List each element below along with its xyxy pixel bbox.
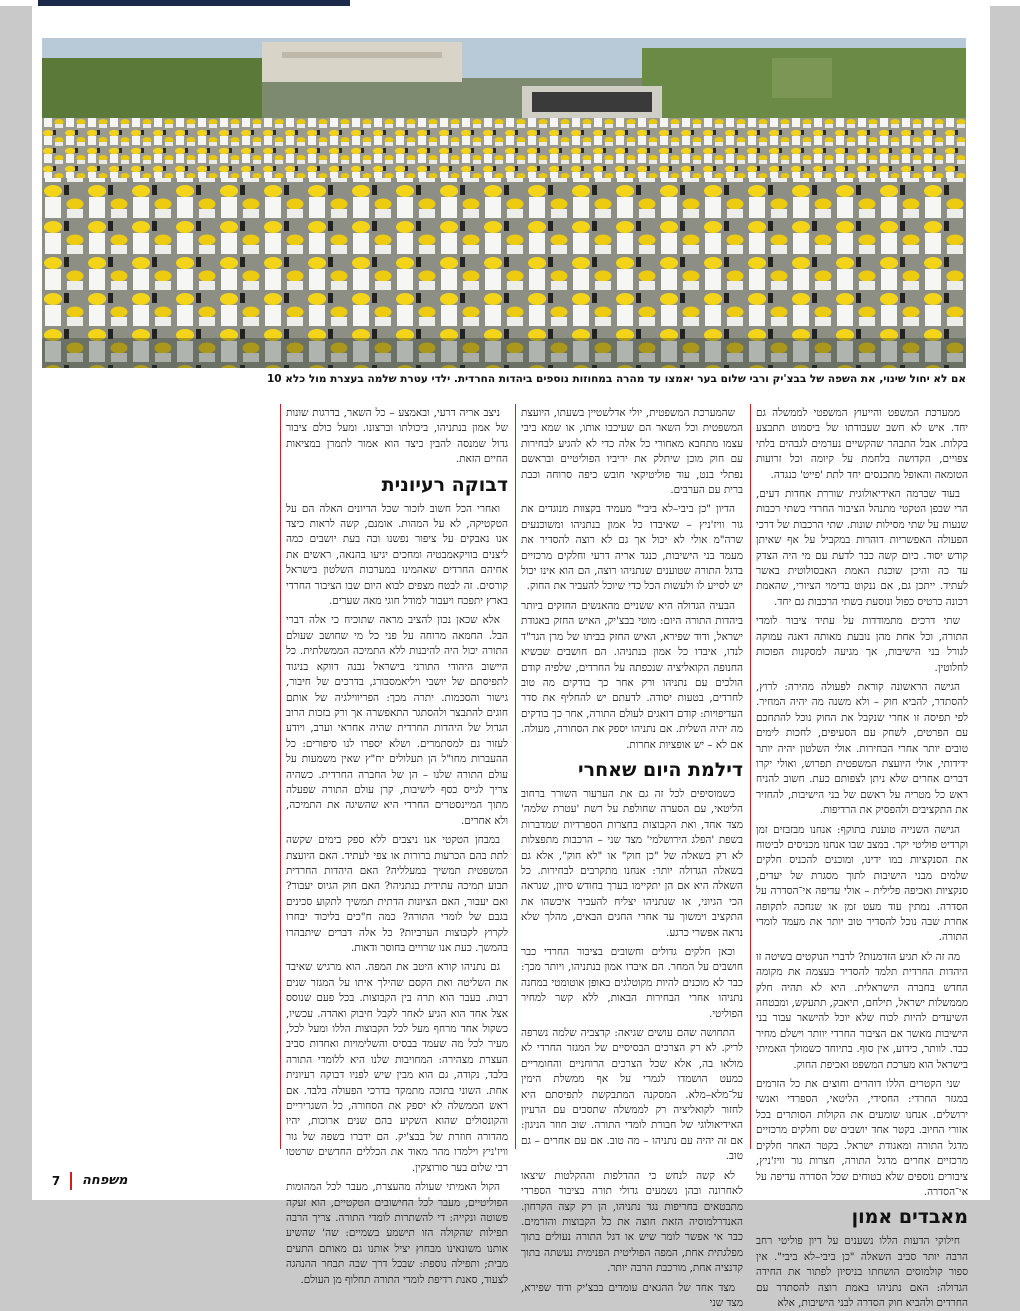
column-rule (750, 404, 751, 1149)
article-paragraph: ממערכת המשפט והייעוץ המשפטי לממשלה גם יחד. איש לא חשב שעבודתו של ביסמוט תתבצע בקלות. אבל התבהר שהקשיים נערמים לגבהים בלתי צפויים, הקדושה בלחמת על קיומה וכל זרועות הטומאה והאופל מתכנסים יחד לתת 'פייט' כנגדה. (756, 407, 968, 481)
column-rule (280, 404, 281, 1149)
article-paragraph: בעוד שברמה האידיאולוגית שוררת אחדות דעים, הרי שבפן הטקטי מתנהל הציבור החרדי בשתי רכבות שנעות על שתי מסילות שונות. שתי הרכבות של דרכי הפעולה האפשריות דוהרות במקביל על אף שאיתן קודש יסוד. כיום קשה כבר לדעת עם מי היה הצדק עד כה והיכן שוכנת האמת האבסולוטית באשר לעתיד. ייתכן גם, אם ננקוט בדימוי הציורי, שהאמת רכונה כרטיס כפול ונוסעת בשתי הרכבות גם יחד. (756, 488, 968, 608)
article-paragraph: שני הקטרים הללו דוהרים וחוצים את כל הזרמים במגזר החרדי: החסידי, הליטאי, הספרדי ואנשי ירושלים. אנחנו שומעים את הקולות הסותרים בכל אזורי החיוב. בקטר אחד יושבים שס וחלקים מרכזיים מדגל התורה ומאגודת ישראל. בקטר האחר חלקים מרכזיים אחרים מדגל התורה, חצרות גור וויז'ניץ, ציבורים נוספים שלא בטוחים שכל הסדרה עדיפה על אי־הסדרה. (756, 1078, 968, 1198)
article-paragraph: שתי דרכים מתמודדות על עתיד ציבור לומדי התורה, וכל אחת מהן נובעת מאותה דאגה עמוקה לגורל בני הישיבות, אך מגיעה למסקנות הפוכות לחלוטין. (756, 615, 968, 674)
article-column-2 (521, 406, 743, 1309)
article-paragraph: לא קשה לנחש כי ההדלפות וההקלטות שיצאו לאחרונה ובהן נשמעים גדולי תורה בציבור הספרדי מתבטאים בחריפות נגד נתניהו, הן רק קצה הקרחון. האנדרלמוסיה הזאת חוצה את כל הקבוצות והזרמים. כבר אי אפשר לומר שיש או דגל התורה נעולים בתוך מפלגתית אחת, המפה הפוליטית הפנימית נעשתה בתוך קדנציה אחת, מורכבת הרבה יותר. (521, 1169, 743, 1275)
article-paragraph: כשמוסיפים לכל זה גם את הערעור השורר ברחוב הליטאי, עם הסערה שחולפת על רשת 'עטרת שלמה' מצד אחד, ואת הקבוצות בחצרות הספרדיות שמדברות בשפת 'הפלג הירושלמי' מצד שני – הרכבות מתפצלות לא רק בשאלה של "כן חוק" או "לא חוק", אלא גם בשאלה הגדולה יותר: אנחנו מתקרבים לבחירות. כל השאלה היא אם הן יתקיימו בערך בחודש סיוון, שנראה הכי הגיוני, או שנתניהו יצליח להעביר איכשהו את התקציב וימשוך עד אחרי החגים הבאים, מהלך שלא נראה אפשרי כרגע. (521, 787, 743, 939)
article-paragraph: התחושה שהם עושים שגיאה: קדצביה שלמה נשרפה לריק. לא רק הצרכים הבסיסיים של המגזר החרדי לא מולאו בה, אלא שכל הצרכים הרוחניים והחומריים כמעט הושמדו לגמרי על אף ממשלת הימין על־מלא–מלא. המסקנה המתבקשת לתפיסתם היא לחזור לקואליציה רק לממשלה שתסכים עם הרעיון האידיאולוגי של חבורת לומדי התורה. שוב חוזר הניגון: אם זה יהיה עם נתניהו – מה טוב. אם עם אחרים – גם טוב. (521, 1027, 743, 1163)
section-heading: דילמת היום שאחרי (578, 758, 743, 781)
article-column-1 (756, 406, 968, 1309)
article-paragraph: הגישה השנייה טוענת בתוקף: אנחנו מבזבזים זמן וקרדיט פוליטי יקר. במצב שבו אנחנו מכניסים לביטוח את הסנקציות במו ידינו, ומוכנים להכניס חלקים שלמים מבני הישיבות לתוך מסגרת של יעדים, סנקציות ואכיפה פלילית – אולי עדיפה אי־הסדרה על הסדרה. נמתין עוד מעט זמן או שנחכה לתקופה אחרת שבה נוכל להסדיר טוב יותר את מעמד לומדי התורה. (756, 823, 968, 944)
rally-photo-illustration (42, 38, 966, 368)
section-heading: מאבדים אמון (851, 1206, 968, 1229)
article-paragraph: ניצב אריה דרעי, ובאמצע – כל השאר, בדרגות שונות של אמון בנתניהו, ביכולתו וברצונו. ומעל כולם ציבור גדול שמנסה להבין כיצד הוא אמור לתמרן במציאות החיים הזאת. (286, 407, 508, 466)
article-column-4 (42, 406, 274, 1146)
column-rule (515, 404, 516, 1149)
article-paragraph: וכאן חלקים גדולים וחשובים בציבור החרדי כבר חושבים על המחר. הם איבדו אמון בנתניהו, ויותר מכך: כבר לא מוכנים להיות מקוטלגים באופן אוטומטי במחנה נתניהו אחרי הבחירות הבאות, ללא קשר למחיר הפוליטי. (521, 946, 743, 1020)
article-column-3 (286, 406, 508, 1286)
photo-caption: אם לא יחול שינוי, את השפה של בבצ'יק ורבי שלום בער יאמצו עד מהרה במחוזות נוספים ביהדות החרדית. ילדי עטרת שלמה בעצרת מול כלא 10 (266, 373, 966, 385)
article-paragraph: ואחרי הכל חשוב לזכור שכל הדיונים האלה הם על הטקטיקה, לא על המהות. אומנם, קשה לראות כיצד אנו נאבקים על ציפור נפשנו ובה בעת יושבים כמה ליצנים בוויקאמבטיה ומחכים יגיעו בהנאה, ראשים את אחיהם החרדים שאהמינו במערכות השלטון בישראל קורסים. זה לבטח מצפים לבוא היום שבו הציבור החרדי בארץ יתפכח ויעבור למודל חוגי מאה שערים. (286, 502, 508, 608)
article-paragraph: הקול האמיתי שעולה מהעצרת, מעבר לכל המהומות הפוליטיים, מעבר לכל החישובים הטקטיים, הוא זעקה פשוטה ונקייה: די להשתרות לומדי התורה. צריך הרבה תפילות שהקולה הזו תישמע בשמיים: שה' שהשיע אותנו משונאינו מבחוץ יציל אותנו גם מאותם התעים מבית; ותפילה נוספת: שבכל דרך שבה תבחר ההנהגה לצעוד, סאנת רדיפת לומדי התורה תחלוף מן העולם. (286, 1181, 508, 1286)
article-paragraph: הגישה הראשונה קוראת לפעולה מהירה: לרוץ, להסתדר, להביא חוק – ולא משנה מה יהיה המחיר. לפי תפיסה זו אחרי שנקבל את החוק נוכל להתחכם עם הפרטים, לשחק עם הסעיפים, לחכות לימים טובים יותר אחרי הבחירות. אולי השלטון יהיה יותר ידידותי, אולי היועצת המשפטית תפרוש, ואולי יקרו דברים אחרים שלא ניתן לצפותם כעת. חשוב להניח ראש כל מטריה על ראשם של בני הישיבות, להחזיר את התקציבים ולהפסיק את הרדיפות. (756, 680, 968, 817)
article-paragraph: מצד אחד של ההגאים עומדים בבצ'יק ודוד שפירא, מצד שני (521, 1281, 743, 1309)
magazine-page (32, 6, 990, 1309)
article-paragraph: הבעיה הגדולה היא ששניים מהאנשים החזקים ביותר ביהדות התורה היום: מוטי בבצ'יק, האיש החזק באגודת ישראל, ודוד שפירא, האיש החזק בביתו של מרן הגר"ד לנדו, איבדו כל אמון בנתניהו. הם חושבים שבשיא החנופה הקואליציה שנכפתה על החרדים, שלפיה קודם הולכים עם נתניהו ורק אחר כך בודקים מה טוב לחרדים, בטעות יסודה. לדעתם יש להחליף את סדר העדיפויות: קודם דואגים לעולם התורה, אחר כך בודקים מה יהיה השלית. אם נתניהו יספק את הסחורה, מעולה. אם לא – יש אופציות אחרות. (521, 599, 743, 751)
section-heading: דבוקה רעיונית (381, 473, 508, 496)
magazine-brand: משפחה (82, 1173, 128, 1188)
article-paragraph: מה זה לא תגיע הזדמנות? לדברי הנוקטים בשיטה זו היהדות החרדית תלמד להסדיר בעצמה את מקומה החדש בחברה הישראלית. היא לא תהיה חלק מממשלות ישראל, תילחם, תיאבק, תתעקש, ומבטחה השיעדים להיות לכוח שלא יוכל להישאר עבור בני הישיבות מאשר אם הציבור החרדי יוותר וישלם מחיר כבד. לוותר, כידוע, אין סוף. בתיוחד כשמולך האמיתי בישראל הוא מערכת המשפט ואכיפת החוק. (756, 950, 968, 1071)
photo-credit: צילום: דניאל נפשי (282, 393, 336, 401)
article-paragraph: גם נתניהו קורא היטב את המפה. הוא מרגיש שאיבד את השליטה ואת הקסם שהילך איתו על המגזר שנים רבות. בעבר הוא תרה בין הקבוצות. בכל פעם שנוסס אצל אחד הוא הגיע לאחר לקבל חיבוק ואהדה. עכשיו, כשקול אחד מרחף מעל לכל הקבוצות הללו ומעל לכל, מעיר לכל מה שעמד בבסיס והשלימויות ואחדות סביב העצרת מצהירה: המחויבות שלנו היא ללומדי התורה בלבד, נקודה, גם הוא מבין שיש לפניו דבוקה רעיונית אחת. השוני בתוכה מתמקד בדרכי הפעולה בלבד. אם ראש הממשלה לא יספק את הסחורה, כל השגריריים והקונסולים שהוא השקיע בהם שנים ארוכות, יהיו מהדורה חוזרת של בבצ'יק. הם ידברו בשפה של גור וויז'ניץ וילמדו מהר מאוד את הכללים החדשים שרטטו רבי שלום בער סורוצקין. (286, 961, 508, 1174)
article-paragraph: שהמערכת המשפטית, יולי אדלשטיין בשעתו, היועצת המשפטית וכל השאר הם שעיכבו אותו, או שמא ביבי עצמו מתחבא מאחורי כל אלה כדי לא להגיע לבחירות עם חוק מוכן שיתלק את יריביו הפוליטיים ובראשם נפתלי בנט, עוד פוליטיקאי חובש כיפה סרוחה וכבת ברית עם הערבים. (521, 407, 743, 497)
article-paragraph: חילוקי הדעות הללו נשענים על דיון פוליטי רחב הרבה יותר סביב השאלה "כן ביבי–לא ביבי". אין ספור קולמוסים הושחתו בניסיון לפתור את החידה הגדולה: האם נתניהו באמת רוצה להסתדר עם החרדים ולהביא חוק הסדרה לבני הישיבות, אלא (756, 1235, 968, 1309)
page-number: 7 (42, 1172, 72, 1190)
article-paragraph: הדיון "כן ביבי–לא ביבי" מעמיד בקצוות מנוגדים את גור וויז'ניץ – שאיבדו כל אמון בנתניהו ומשוכנעים שרה"מ אולי לא יכול אך גם לא רוצה להסדיר את מעמד בני הישיבות, כנגד אריה דרעי וחלקים מרכזיים בדגל התורה שטוענים שנתניהו רוצה, הם הוא אינו יכול יש לסייע לו ולעשות הכל כדי שיוכל להעביר את החוק. (521, 503, 743, 593)
page-footer (42, 1170, 966, 1192)
article-paragraph: אלא שכאן נכון להציב מראה שתוכיח כי אלה דברי הבל. החמאה מרוחה על פני כל מי שחושב שעולם התורה יכול היה להיבנות ללא התמיכה הממשלתית. כל היישוב היהודי התורני בישראל נבנה דווקא בניגוד לתפיסתם של יושבי ויליאמסבורג, בדרכים של חיבור, גישור והסכמות. יתרה מכך: הפריווילגיה של אותם חוגים להתבצר ולהסתגר התאפשרה אך ורק בזכות הרוב הגדול של היהדות החרדית שהיה אחראי וערב, ויודע לעזור גם למסתמרים. ושלא יספרו לנו סיפורים: כל ההעברות מחו"ל הן תעלולים יח"ץ שאין משמעות על עולם התורה שלנו – הן של החברה החרדית. כשהיה צריך לגייס כסף לישיבות, קרן עולם התורה שפעלה מתוך המיינסטרים החרדי היא שהשיגה את התמיכה, ולא אחרים. (286, 614, 508, 827)
article-paragraph: במבחן הטקטי אנו ניצבים ללא ספק בימים שקשה לתת בהם הכרעות ברורות או צפי לעתיד. האם היועצת המשפטית תמשיך במעלליה? האם היהדות החרדית תבוע תמיכה עתידית בנתניהו? האם חוק הגיוס יעבור? ואם יעבור, האם הציונות הדתית תמשיך לתקוע סכינים בגבם של לומדי התורה? כמה ח"כים בליכוד יבחרו לקרוץ לקבוצות הערביות? כל אלה דברים שיתבהרו בהמשך. כעת אנו שרויים בחוסר ודאות. (286, 834, 508, 954)
